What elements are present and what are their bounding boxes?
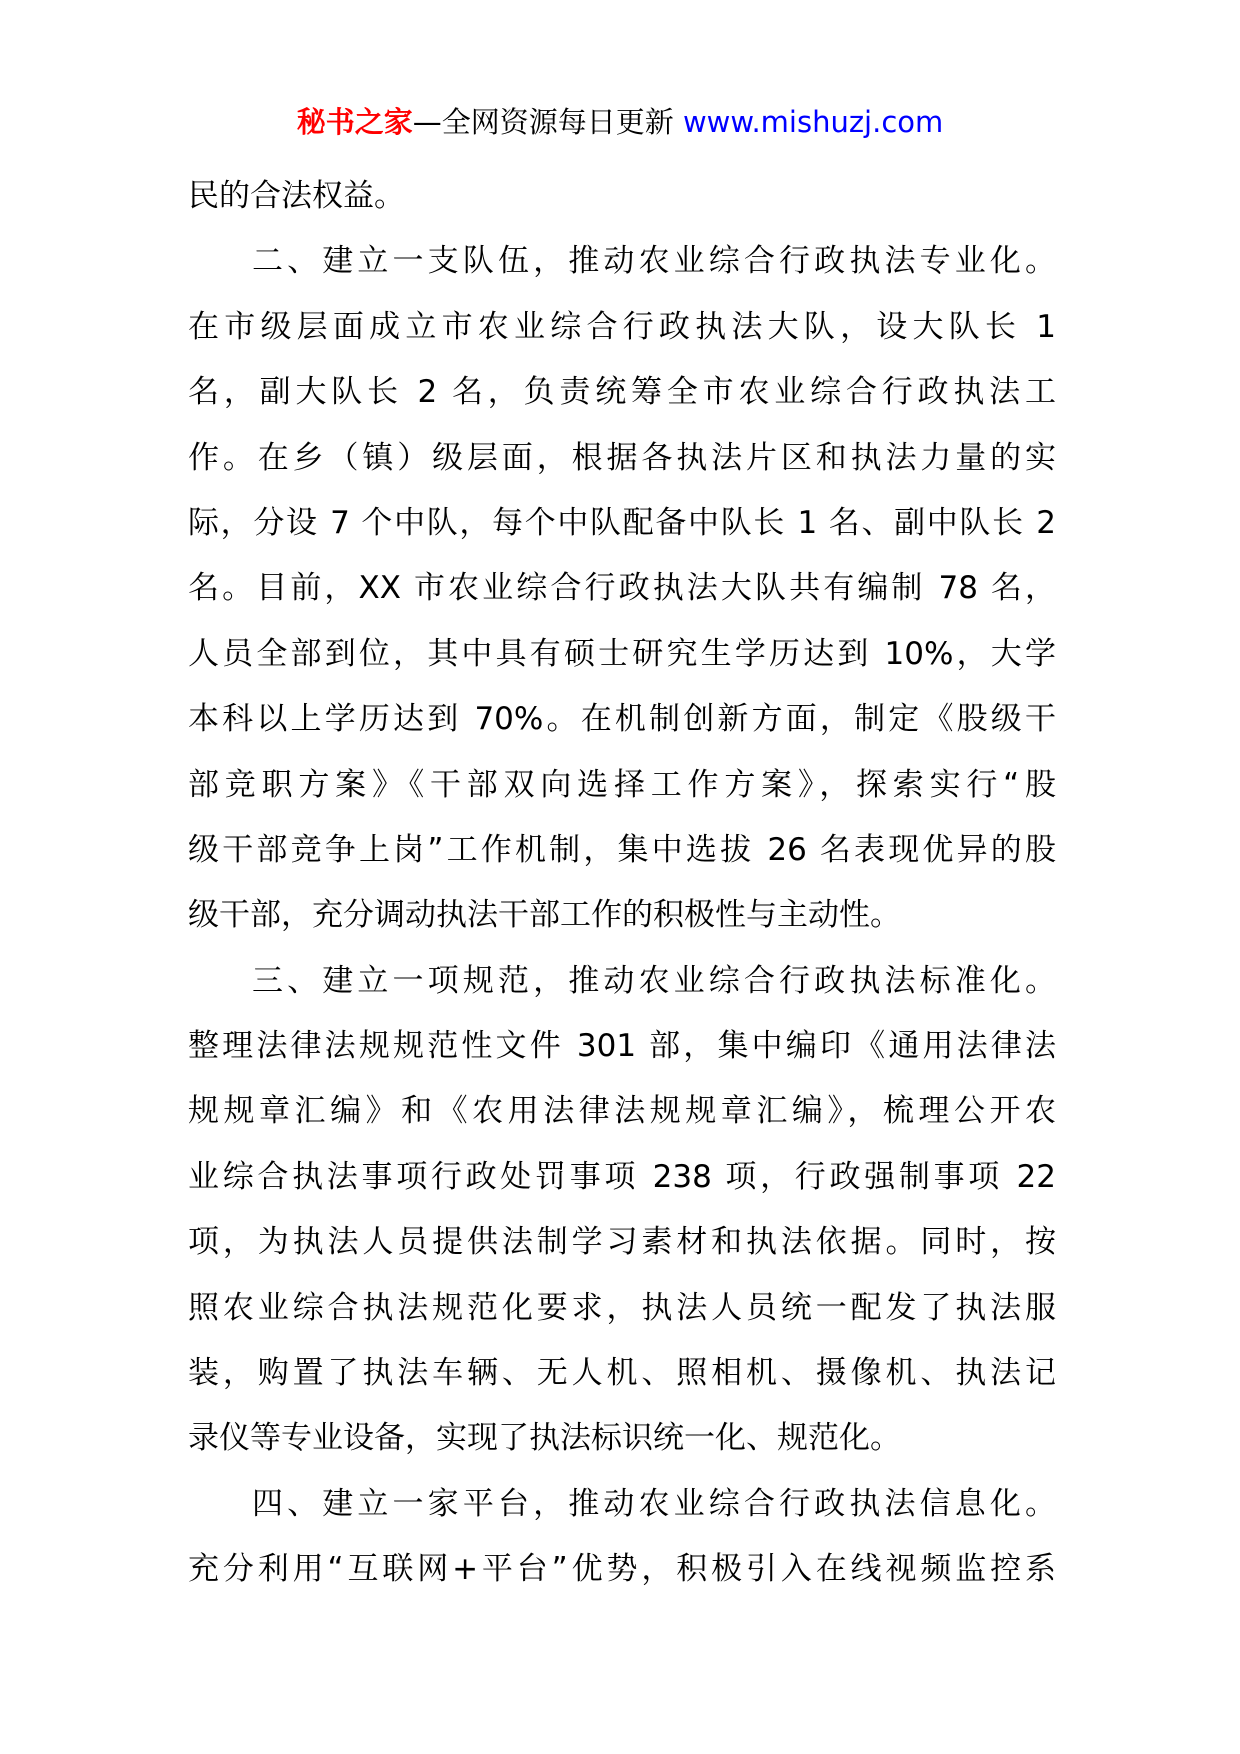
text-line: 名。目前，XX 市农业综合行政执法大队共有编制 78 名，	[188, 570, 1056, 607]
text-line: 作。在乡（镇）级层面，根据各执法片区和执法力量的实	[188, 439, 1056, 476]
section-heading-3: 三、建立一项规范，推动农业综合行政执法标准化。	[252, 962, 1056, 999]
page-header	[0, 102, 1240, 142]
text-line: 充分利用“互联网+平台”优势，积极引入在线视频监控系	[188, 1551, 1056, 1588]
text-line: 级干部，充分调动执法干部工作的积极性与主动性。	[188, 897, 901, 934]
section-heading-4: 四、建立一家平台，推动农业综合行政执法信息化。	[252, 1485, 1056, 1522]
text-line: 在市级层面成立市农业综合行政执法大队，设大队长 1	[188, 308, 1056, 345]
text-line: 际，分设 7 个中队，每个中队配备中队长 1 名、副中队长 2	[188, 504, 1056, 541]
text-line: 民的合法权益。	[188, 178, 405, 214]
text-line: 装，购置了执法车辆、无人机、照相机、摄像机、执法记	[188, 1355, 1056, 1392]
text-line: 部竞职方案》《干部双向选择工作方案》，探索实行“股	[188, 766, 1056, 803]
section-heading-2: 二、建立一支队伍，推动农业综合行政执法专业化。	[252, 243, 1056, 280]
text-line: 本科以上学历达到 70%。在机制创新方面，制定《股级干	[188, 701, 1056, 738]
text-line: 人员全部到位，其中具有硕士研究生学历达到 10%，大学	[188, 635, 1056, 672]
brand-name: 秘书之家	[296, 105, 413, 139]
text-line: 名，副大队长 2 名，负责统筹全市农业综合行政执法工	[188, 374, 1056, 411]
text-line: 业综合执法事项行政处罚事项 238 项，行政强制事项 22	[188, 1158, 1056, 1195]
text-line: 项，为执法人员提供法制学习素材和执法依据。同时，按	[188, 1224, 1056, 1261]
text-line: 照农业综合执法规范化要求，执法人员统一配发了执法服	[188, 1289, 1056, 1326]
text-line: 规规章汇编》和《农用法律法规规章汇编》，梳理公开农	[188, 1093, 1056, 1130]
site-url-link[interactable]: www.mishuzj.com	[682, 105, 944, 139]
text-line: 录仪等专业设备，实现了执法标识统一化、规范化。	[188, 1420, 901, 1457]
document-body	[188, 164, 1056, 1603]
text-line: 整理法律法规规范性文件 301 部，集中编印《通用法律法	[188, 1028, 1056, 1065]
text-line: 级干部竞争上岗”工作机制，集中选拔 26 名表现优异的股	[188, 831, 1056, 868]
header-tagline: —全网资源每日更新	[412, 105, 683, 139]
